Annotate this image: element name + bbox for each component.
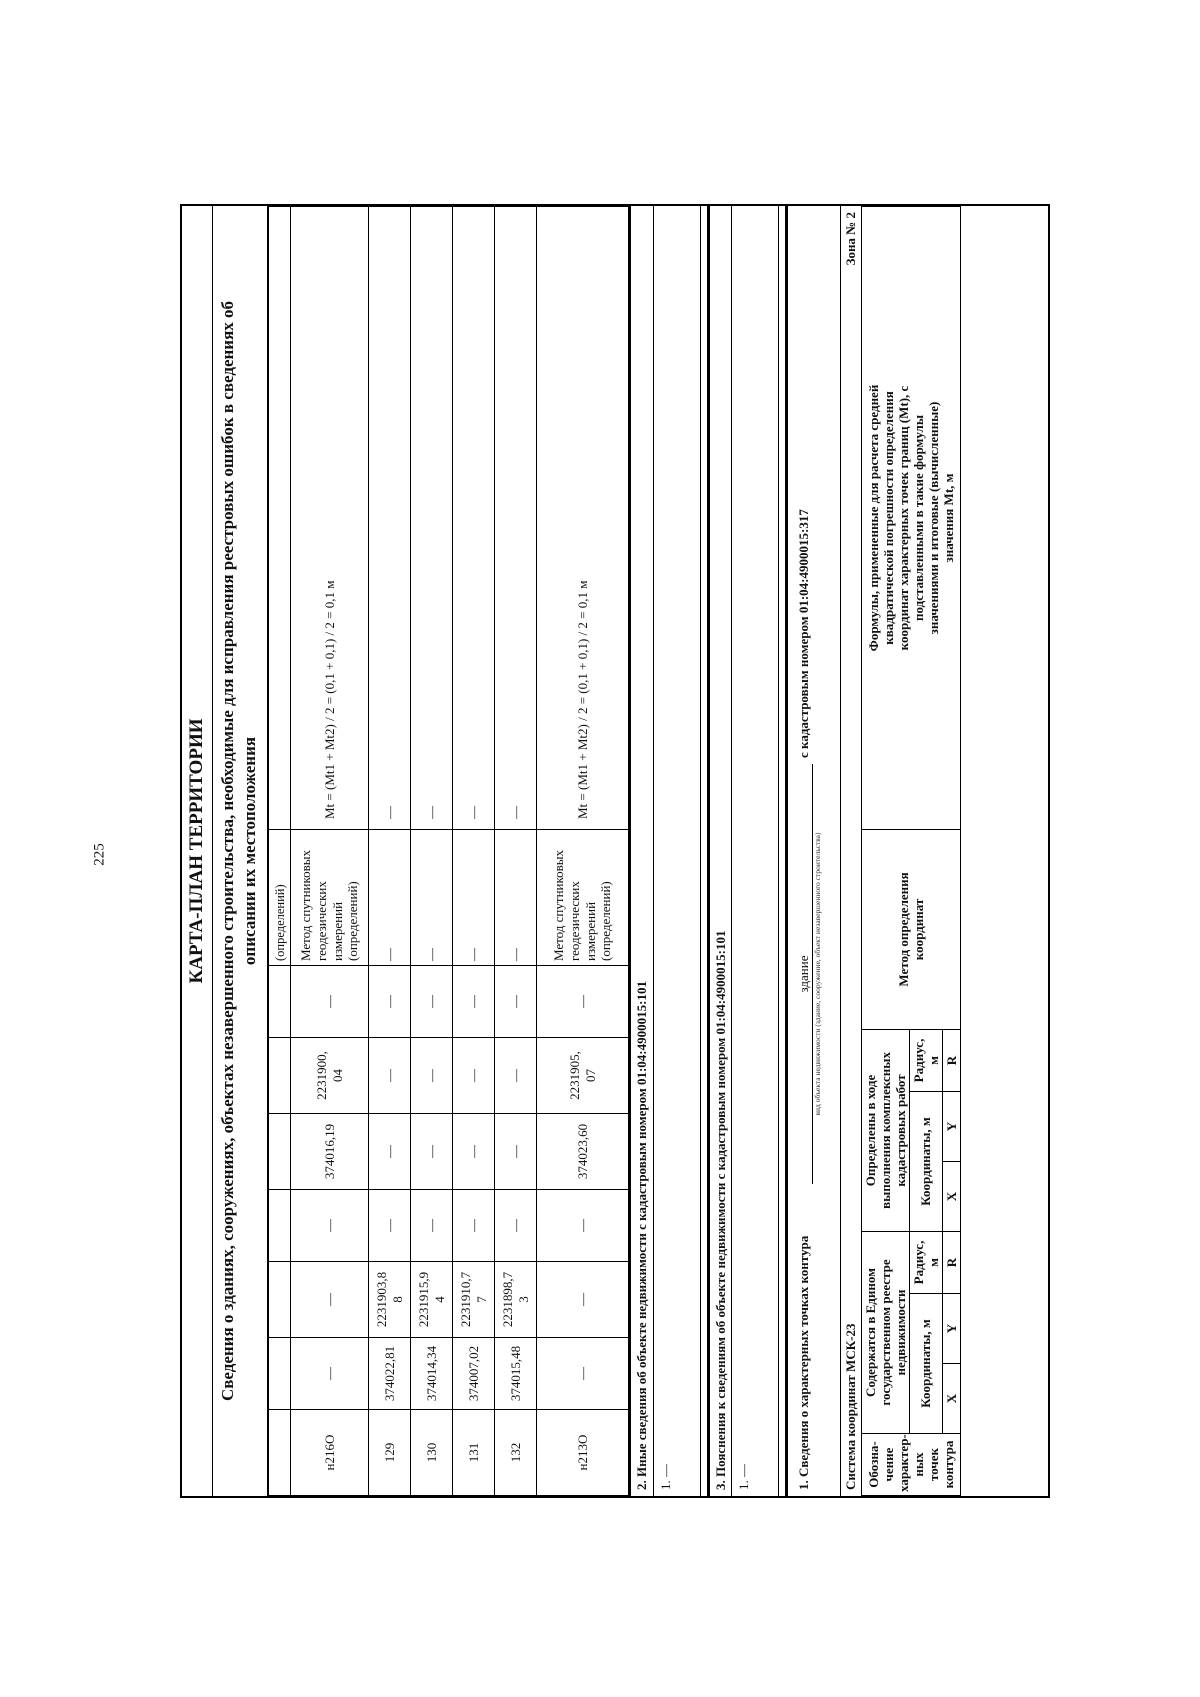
object-type-hint: вид объекта недвижимости (здание, сооружение, объект незавершенного строительства): [812, 832, 822, 1116]
cell-x2: [269, 1114, 291, 1190]
cell-method: Метод спутниковых геодезических измерений (определений): [291, 830, 369, 966]
cell-y1: —: [537, 1262, 629, 1338]
section-2-item: 1. —: [654, 206, 701, 1496]
cell-x1: 374014,34: [411, 1338, 453, 1410]
cell-formula: —: [411, 207, 453, 830]
table-row: [495, 207, 537, 1496]
table-row: [453, 207, 495, 1496]
cell-name: 132: [495, 1410, 537, 1496]
page-title: КАРТА-ПЛАН ТЕРРИТОРИИ: [182, 206, 213, 1496]
cell-method: —: [495, 830, 537, 966]
cell-r2: —: [495, 966, 537, 1038]
cell-x1: 374015,48: [495, 1338, 537, 1410]
cell-x1: 374007,02: [453, 1338, 495, 1410]
cell-y2: —: [411, 1038, 453, 1114]
page-subtitle: Сведения о зданиях, сооружениях, объектах незавершенного строительства, необходимые для исправления реестровых ошибок в сведениях об описании их местоположения: [213, 206, 268, 1496]
cell-r2: —: [369, 966, 411, 1038]
cell-x1: [269, 1338, 291, 1410]
table-row: [411, 207, 453, 1496]
cell-y2: —: [453, 1038, 495, 1114]
header-coords: Координаты, м: [909, 1294, 942, 1434]
header-y: Y: [942, 1091, 960, 1161]
cell-name: 129: [369, 1410, 411, 1496]
cell-method: Метод спутниковых геодезических измерений (определений): [537, 830, 629, 966]
cell-x2: —: [369, 1114, 411, 1190]
coord-system: Система координат МСК-23: [843, 1323, 859, 1490]
cell-r1: —: [537, 1190, 629, 1262]
header-r: R: [942, 1029, 960, 1091]
cell-formula: Mt = (Mt1 + Mt2) / 2 = (0,1 + 0,1) / 2 = 0,1 м: [291, 207, 369, 830]
cell-y1: [269, 1262, 291, 1338]
cell-formula: Mt = (Mt1 + Mt2) / 2 = (0,1 + 0,1) / 2 = 0,1 м: [537, 207, 629, 830]
cell-formula: —: [495, 207, 537, 830]
header-formula: Формулы, примененные для расчета средней квадратической погрешности определения координат характерных точек границ (Mt), с подставленными в такие формулы значениями и итоговые (вычисленные) значения Mt, м: [861, 207, 960, 830]
cell-formula: —: [453, 207, 495, 830]
cell-r1: —: [495, 1190, 537, 1262]
cell-r2: —: [411, 966, 453, 1038]
object-type-block: [788, 764, 822, 1184]
cell-x1: —: [291, 1338, 369, 1410]
points-table: [268, 206, 629, 1496]
header-x: X: [942, 1161, 960, 1231]
map-plan-sheet: [180, 204, 1050, 1498]
cell-r2: —: [537, 966, 629, 1038]
section-1-label: 1. Сведения о характерных точках контура: [796, 1235, 812, 1490]
divider: [701, 206, 708, 1496]
cell-y2: 2231905, 07: [537, 1038, 629, 1114]
table-row: [269, 207, 291, 1496]
header-r: R: [942, 1231, 960, 1293]
cell-y1: 2231910,7 7: [453, 1262, 495, 1338]
cell-x1: —: [537, 1338, 629, 1410]
cell-method: —: [369, 830, 411, 966]
cell-r2: —: [453, 966, 495, 1038]
cell-y2: —: [369, 1038, 411, 1114]
page-number: 225: [91, 843, 108, 866]
cell-y2: [269, 1038, 291, 1114]
cell-name: [269, 1410, 291, 1496]
header-complex: Определены в ходе выполнения комплексных кадастровых работ: [861, 1029, 909, 1231]
cell-r1: —: [369, 1190, 411, 1262]
section-3-title: 3. Пояснения к сведениям об объекте недвижимости с кадастровым номером 01:04:4900015:101: [708, 206, 733, 1496]
header-radius: Радиус, м: [909, 1231, 942, 1293]
cell-y1: —: [291, 1262, 369, 1338]
header-egrn: Содержатся в Едином государственном реестре недвижимости: [861, 1231, 909, 1433]
header-radius: Радиус, м: [909, 1029, 942, 1091]
table-row: [291, 207, 369, 1496]
cell-x1: 374022,81: [369, 1338, 411, 1410]
header-x: X: [942, 1364, 960, 1434]
header-y: Y: [942, 1294, 960, 1364]
cell-y1: 2231898,7 3: [495, 1262, 537, 1338]
cell-r1: —: [291, 1190, 369, 1262]
header-point-name: Обозна- чение характер- ных точек контура: [861, 1434, 960, 1496]
cell-formula: —: [369, 207, 411, 830]
cell-r2: —: [291, 966, 369, 1038]
section-3-item: 1. —: [732, 206, 779, 1496]
cell-r1: [269, 1190, 291, 1262]
cell-x2: —: [411, 1114, 453, 1190]
header-method: Метод определения координат: [861, 829, 960, 1029]
rotated-page: [180, 204, 1050, 1498]
cell-x2: —: [453, 1114, 495, 1190]
header-coords: Координаты, м: [909, 1091, 942, 1231]
cell-r2: [269, 966, 291, 1038]
coord-system-row: [840, 206, 861, 1496]
cell-r1: —: [411, 1190, 453, 1262]
cell-name: 130: [411, 1410, 453, 1496]
cell-formula: [269, 207, 291, 830]
cell-r1: —: [453, 1190, 495, 1262]
cell-x2: 374023,60: [537, 1114, 629, 1190]
cell-y2: —: [495, 1038, 537, 1114]
cadastral-number: с кадастровым номером 01:04:4900015:317: [796, 509, 812, 758]
cell-y2: 2231900, 04: [291, 1038, 369, 1114]
cell-method: (определений): [269, 830, 291, 966]
cell-name: 131: [453, 1410, 495, 1496]
cell-method: —: [411, 830, 453, 966]
cell-y1: 2231915,9 4: [411, 1262, 453, 1338]
cell-x2: —: [495, 1114, 537, 1190]
cell-name: н216О: [291, 1410, 369, 1496]
table-row: [537, 207, 629, 1496]
cell-x2: 374016,19: [291, 1114, 369, 1190]
cell-name: н213О: [537, 1410, 629, 1496]
points-table-header: [861, 206, 961, 1496]
divider: [779, 206, 786, 1496]
cell-y1: 2231903,8 8: [369, 1262, 411, 1338]
table-row: [369, 207, 411, 1496]
cell-method: —: [453, 830, 495, 966]
section-2-title: 2. Иные сведения об объекте недвижимости с кадастровым номером 01:04:4900015:101: [629, 206, 654, 1496]
section-1-header: [786, 206, 840, 1496]
zone: Зона № 2: [843, 212, 859, 266]
object-type: здание: [796, 764, 813, 1184]
